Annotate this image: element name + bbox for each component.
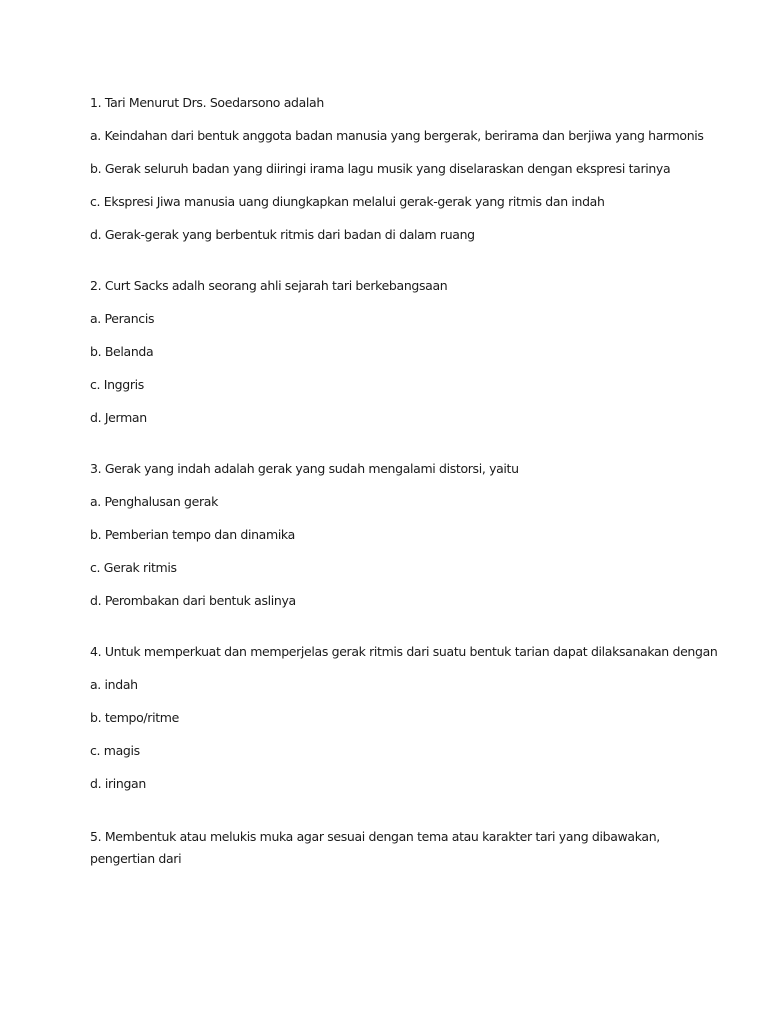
answer-option: d. Jerman	[90, 410, 147, 425]
question-stem: 4. Untuk memperkuat dan memperjelas gerak ritmis dari suatu bentuk tarian dapat dilaksanakan dengan	[90, 644, 718, 659]
answer-option: a. Keindahan dari bentuk anggota badan manusia yang bergerak, berirama dan berjiwa yang harmonis	[90, 128, 704, 143]
answer-option: c. Inggris	[90, 377, 144, 392]
answer-option: c. Ekspresi Jiwa manusia uang diungkapkan melalui gerak-gerak yang ritmis dan indah	[90, 194, 605, 209]
answer-option: d. Perombakan dari bentuk aslinya	[90, 593, 296, 608]
question-stem: 1. Tari Menurut Drs. Soedarsono adalah	[90, 95, 324, 110]
question-4	[90, 643, 730, 793]
answer-option: c. Gerak ritmis	[90, 560, 177, 575]
answer-option: b. Belanda	[90, 344, 154, 359]
question-3	[90, 460, 730, 610]
answer-option: b. Pemberian tempo dan dinamika	[90, 527, 295, 542]
question-stem: 5. Membentuk atau melukis muka agar sesuai dengan tema atau karakter tari yang dibawakan, pengertian dari	[90, 829, 660, 866]
question-stem: 2. Curt Sacks adalh seorang ahli sejarah tari berkebangsaan	[90, 278, 448, 293]
question-2	[90, 277, 730, 427]
quiz-content	[90, 94, 730, 903]
question-5	[90, 826, 730, 870]
answer-option: a. Penghalusan gerak	[90, 494, 218, 509]
question-1	[90, 94, 730, 244]
answer-option: a. Perancis	[90, 311, 155, 326]
answer-option: c. magis	[90, 743, 140, 758]
answer-option: a. indah	[90, 677, 138, 692]
answer-option: d. Gerak-gerak yang berbentuk ritmis dari badan di dalam ruang	[90, 227, 475, 242]
answer-option: b. Gerak seluruh badan yang diiringi irama lagu musik yang diselaraskan dengan ekspresi tarinya	[90, 161, 671, 176]
answer-option: b. tempo/ritme	[90, 710, 179, 725]
question-stem: 3. Gerak yang indah adalah gerak yang sudah mengalami distorsi, yaitu	[90, 461, 519, 476]
answer-option: d. iringan	[90, 776, 146, 791]
